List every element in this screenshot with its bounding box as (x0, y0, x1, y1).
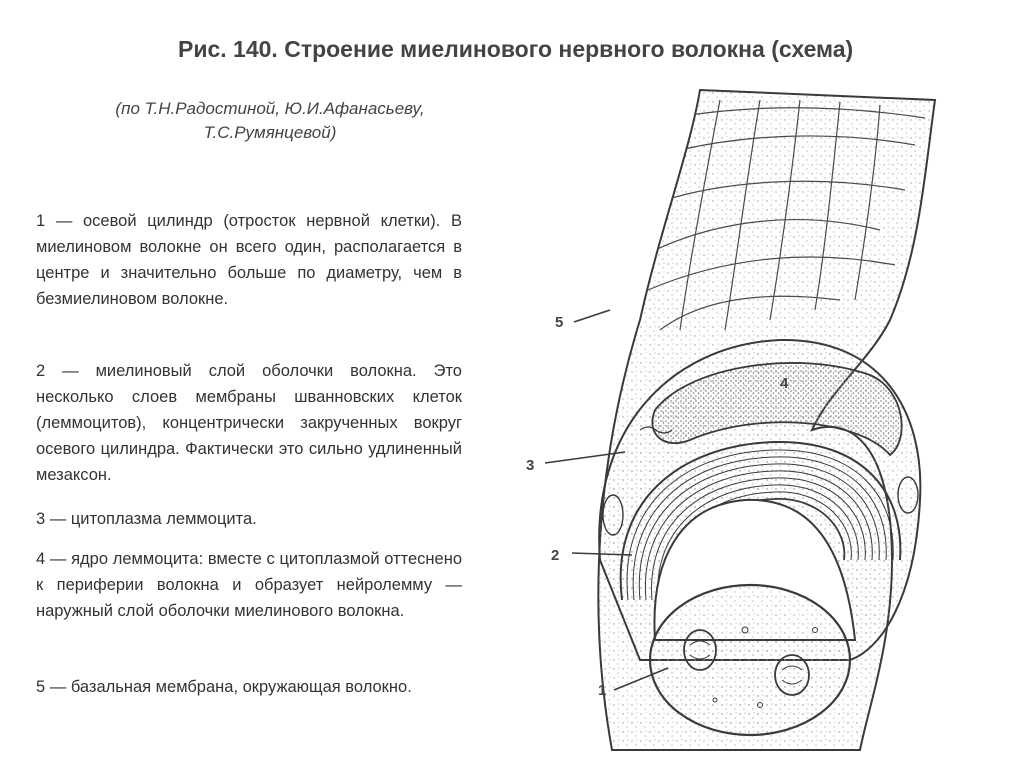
legend-item-myelin-layer: 2 — миелиновый слой оболочки волокна. Это несколько слоев мембраны шванновских клеток (леммоцитов), концентрически закрученных вокруг осевого цилиндра. Фактически это сильно удлиненный мезаксон. (36, 362, 462, 484)
legend-item-lemmocyte-nucleus: 4 — ядро леммоцита: вместе с цитоплазмой оттеснено к периферии волокна и образует нейролемму — наружный слой оболочки миелинового волокна. (36, 550, 462, 620)
figure-title: Рис. 140. Строение миелинового нервного волокна (схема) (178, 36, 854, 62)
legend-item-lemmocyte-cytoplasm: 3 — цитоплазма леммоцита. (36, 510, 257, 528)
legend-item-basal-membrane: 5 — базальная мембрана, окружающая волокно. (36, 678, 412, 696)
axon-cut-face (650, 585, 850, 735)
callout-2: 2 (551, 547, 560, 564)
attribution-line-1: (по Т.Н.Радостиной, Ю.И.Афанасьеву, (115, 99, 425, 118)
callout-5: 5 (555, 314, 564, 331)
legend-item-axial-cylinder: 1 — осевой цилиндр (отросток нервной клетки). В миелиновом волокне он всего один, располагается в центре и значительно больше по диаметру, чем в безмиелиновом волокне. (36, 212, 462, 308)
callout-3: 3 (526, 457, 535, 474)
callout-4: 4 (780, 375, 789, 392)
leader-5 (574, 310, 610, 322)
callout-1: 1 (598, 682, 607, 699)
attribution-line-2: Т.С.Румянцевой) (203, 123, 337, 142)
